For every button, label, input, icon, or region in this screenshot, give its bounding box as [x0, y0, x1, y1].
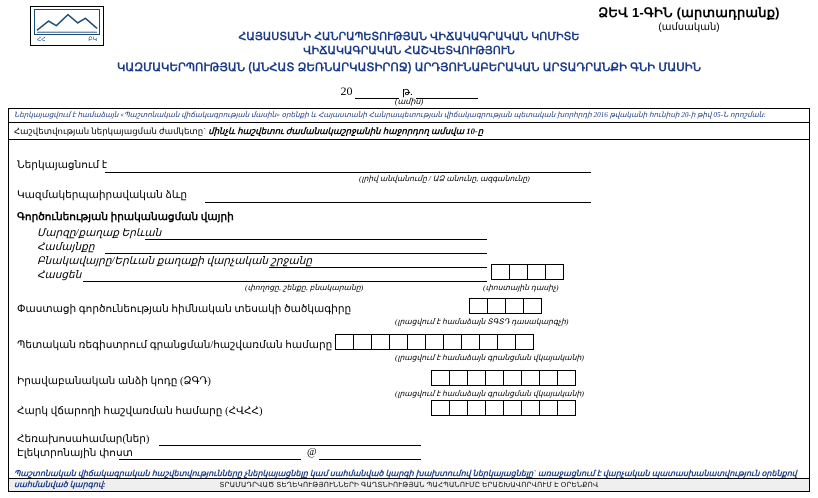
person-id-cell[interactable] — [449, 370, 468, 386]
tax-number-cell[interactable] — [467, 400, 486, 416]
input-submitted-by[interactable] — [105, 172, 591, 173]
input-community[interactable] — [105, 253, 487, 254]
registration-cell[interactable] — [443, 334, 462, 350]
person-id-cell[interactable] — [503, 370, 522, 386]
postal-code-cell[interactable] — [509, 264, 528, 280]
registration-cell[interactable] — [335, 334, 354, 350]
label-registration-number: Պետական ռեգիստրում գրանցման/հաշվառման համարը — [17, 340, 333, 351]
form-code-line1: ՁԵՎ 1-ԳԻՆ (արտադրանք) — [598, 5, 780, 20]
title-line-1: ՀԱՅԱՍՏԱՆԻ ՀԱՆՐԱՊԵՏՈՒԹՅԱՆ ՎԻՃԱԿԱԳՐԱԿԱՆ ԿՈՄԻՏԵ — [238, 31, 580, 43]
input-settlement[interactable] — [269, 267, 487, 268]
person-id-cell[interactable] — [521, 370, 540, 386]
year-prefix: 20 — [340, 84, 353, 98]
form-frame — [8, 108, 810, 492]
caption-address: (փողոցը, շենքը, բնակարանը) — [245, 283, 364, 292]
registration-cell[interactable] — [389, 334, 408, 350]
label-settlement: Բնակավայրը/Երևան քաղաքի վարչական շրջանը — [37, 256, 313, 267]
deadline-prefix: Հաշվետվության ներկայացման ժամկետը` — [14, 126, 207, 136]
person-id-boxes[interactable] — [431, 370, 575, 386]
registration-cell[interactable] — [371, 334, 390, 350]
label-email: Էլեկտրոնային փոստ — [17, 448, 133, 459]
caption-person-id: (լրացվում է համաձայն գրանցման վկայականի) — [395, 389, 584, 398]
registration-cell[interactable] — [515, 334, 534, 350]
title-line-3: ԿԱԶՄԱԿԵՐՊՈՒԹՅԱՆ (ԱՆՀԱՏ ՁԵՌՆԱՐԿԱՏԻՐՈՋ) ԱՐԴՅՈՒՆԱԲԵՐԱԿԱՆ ԱՐՏԱԴՐԱՆՔԻ ԳՆԻ ՄԱՍԻՆ — [117, 62, 701, 74]
label-main-activity-code: Փաստացի գործունեության հիմնական տեսակի ծածկագիրը — [17, 304, 352, 315]
registration-number-boxes[interactable] — [335, 334, 533, 350]
activity-code-cell[interactable] — [469, 298, 488, 314]
form-code-line2: (ամսական) — [658, 22, 720, 33]
main-activity-code-boxes[interactable] — [469, 298, 541, 314]
activity-code-cell[interactable] — [487, 298, 506, 314]
label-tax-number: Հարկ վճարողի հաշվառման համարը (ՀՎՀՀ) — [17, 406, 263, 417]
activity-code-cell[interactable] — [523, 298, 542, 314]
tax-number-cell[interactable] — [557, 400, 576, 416]
tax-number-cell[interactable] — [449, 400, 468, 416]
emblem-label-left: ՀՀ — [37, 37, 46, 43]
postal-code-boxes[interactable] — [491, 264, 563, 280]
caption-submitted-by: (լրիվ անվանումը / ԱՁ անունը, ազգանունը) — [359, 174, 530, 183]
tax-number-boxes[interactable] — [431, 400, 575, 416]
tax-number-cell[interactable] — [485, 400, 504, 416]
caption-main-activity-code: (լրացվում է համաձայն ՏԳՏԴ դասակարգչի) — [395, 317, 569, 326]
input-email-user[interactable] — [119, 459, 301, 460]
label-activity-location: Գործունեության իրականացման վայրի — [17, 212, 234, 223]
postal-code-cell[interactable] — [527, 264, 546, 280]
year-suffix: թ. — [401, 86, 413, 98]
label-legal-form: Կազմակերպաիրավական ձևը — [17, 190, 188, 201]
tax-number-cell[interactable] — [521, 400, 540, 416]
person-id-cell[interactable] — [557, 370, 576, 386]
registration-cell[interactable] — [479, 334, 498, 350]
caption-postal-code: (փոստային դասիչ) — [483, 283, 559, 292]
label-community: Համայնքը — [37, 242, 95, 253]
caption-registration-number: (լրացվում է համաձայն գրանցման վկայականի) — [395, 353, 584, 362]
label-region: Մարզը/քաղաք Երևան — [37, 228, 162, 239]
tax-number-cell[interactable] — [431, 400, 450, 416]
input-region[interactable] — [145, 239, 487, 240]
postal-code-cell[interactable] — [491, 264, 510, 280]
page-title — [0, 30, 818, 76]
date-caption: (ամիս) — [394, 97, 424, 106]
confidentiality-strip: ՏՐԱՄԱԴՐՎԱԾ ՏԵՂԵԿՈՒԹՅՈՒՆՆԵՐԻ ԳԱՂՏՆԻՈՒԹՅԱՆ ՊԱՀՊԱՆՈՒՄԸ ԵՐԱՇԽԱՎՈՐՎՈՒՄ Է ՕՐԵՆՔՈՎ — [9, 478, 809, 491]
input-email-domain[interactable] — [319, 459, 421, 460]
input-phones[interactable] — [159, 445, 421, 446]
person-id-cell[interactable] — [467, 370, 486, 386]
registration-cell[interactable] — [461, 334, 480, 350]
label-phones: Հեռախոսահամար(ներ) — [17, 434, 150, 445]
registration-cell[interactable] — [425, 334, 444, 350]
registration-cell[interactable] — [497, 334, 516, 350]
deadline-value: մինչև հաշվետու ժամանակաշրջանին հաջորդող ամսվա 10-ը — [208, 126, 484, 136]
person-id-cell[interactable] — [539, 370, 558, 386]
legal-note: Ներկայացվում է համաձայն «Պաշտոնական վիճակագրության մասին» օրենքի և Հայաստանի Հանրապետության վիճակագրության պետական խորհրդի 2016 թվականի հունիսի 20-ի թիվ 05-Ն որոշման: — [9, 109, 809, 123]
label-address: Հասցեն — [37, 270, 82, 281]
registration-cell[interactable] — [407, 334, 426, 350]
input-legal-form[interactable] — [205, 202, 591, 203]
postal-code-cell[interactable] — [545, 264, 564, 280]
email-at-symbol: @ — [307, 447, 317, 458]
person-id-cell[interactable] — [485, 370, 504, 386]
tax-number-cell[interactable] — [539, 400, 558, 416]
deadline-note — [9, 124, 809, 140]
penalty-note: Պաշտոնական վիճակագրական հաշվետվությունները չներկայացնելը կամ սահմանված կարգի խախտումով ներկայացնելը` առաջացնում է վարչական պատասխանատվություն օրենքով սահմանված կարգով: — [14, 469, 797, 489]
form-code — [574, 5, 804, 33]
input-address[interactable] — [83, 281, 487, 282]
activity-code-cell[interactable] — [505, 298, 524, 314]
label-submitted-by: Ներկայացնում է — [17, 160, 108, 171]
title-line-2: ՎԻՃԱԿԱԳՐԱԿԱՆ ՀԱՇՎԵՏՎՈՒԹՅՈՒՆ — [303, 45, 515, 57]
form-body — [9, 143, 809, 491]
tax-number-cell[interactable] — [503, 400, 522, 416]
registration-cell[interactable] — [353, 334, 372, 350]
emblem-label-right: ԲԿ — [88, 37, 97, 43]
label-person-id: Իրավաբանական անձի կոդը (ՁԳԴ) — [17, 376, 211, 387]
person-id-cell[interactable] — [431, 370, 450, 386]
